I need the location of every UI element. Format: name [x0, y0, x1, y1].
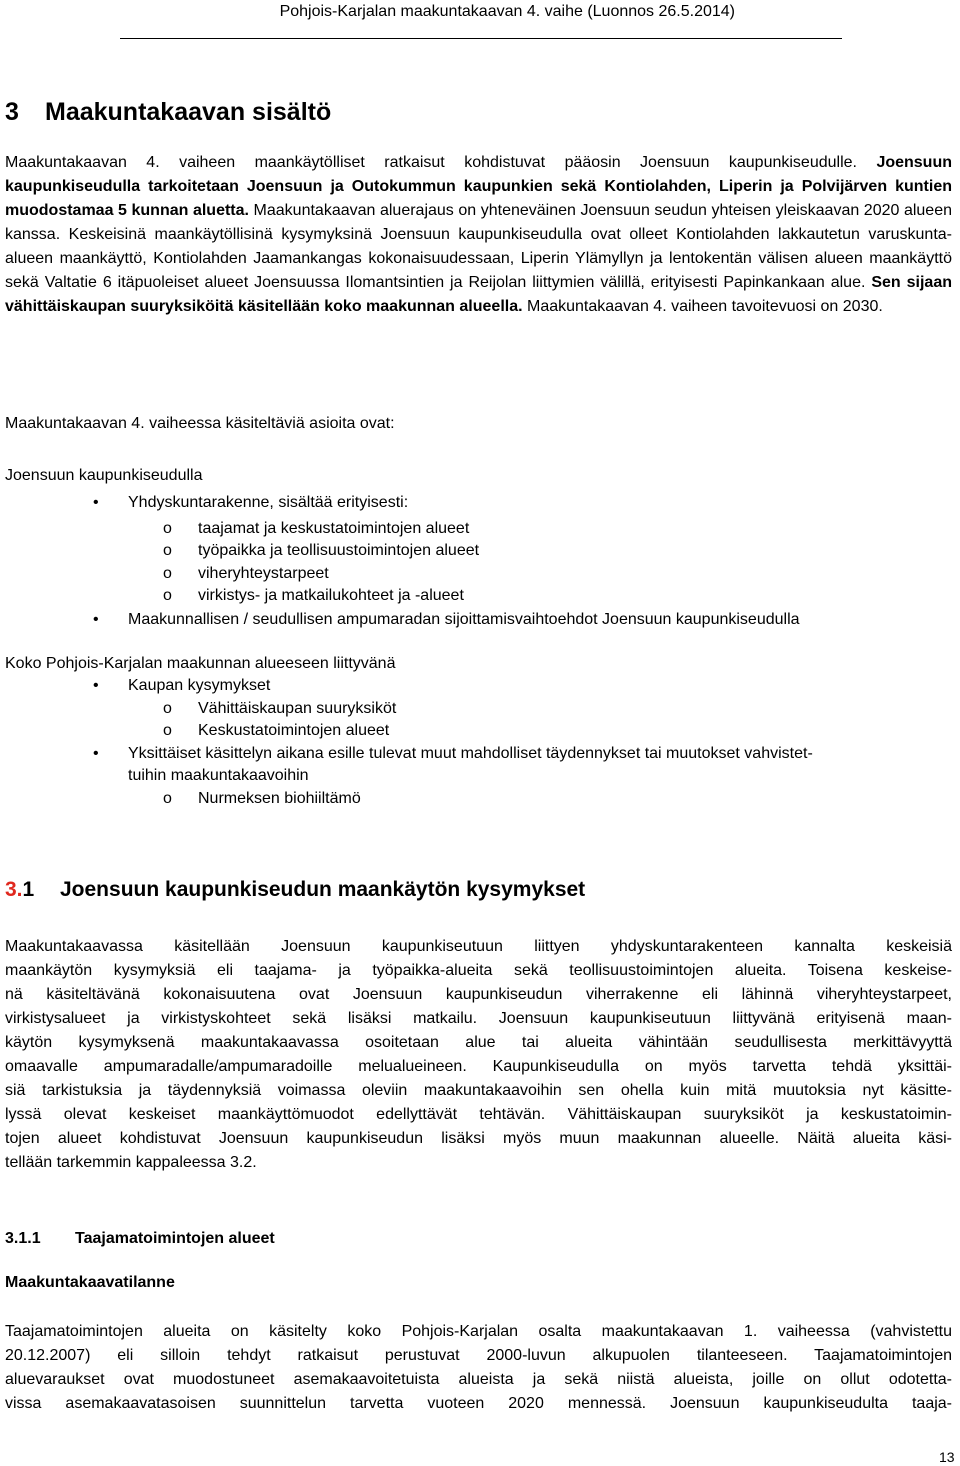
text-line: aluevaraukset ovat muodostuneet asemakaavoitetuista alueista ja sekä niistä alueista, joille on ollut odotetta-	[5, 1371, 952, 1388]
text-line: tojen alueet kohdistuvat Joensuun kaupunkiseudun lisäksi myös muun maakunnan alueelle. Näitä alueita käsi-	[5, 1130, 952, 1147]
chapter-heading	[5, 96, 331, 128]
topics-intro: Maakuntakaavan 4. vaiheessa käsiteltäviä asioita ovat:	[5, 415, 395, 432]
group2-list	[0, 675, 955, 810]
intro-sentence-3: Maakuntakaavan aluerajaus on yhteneväinen Joensuun seudun yhteisen yleiskaavan 2020 alueen kanssa. Keskeisinä maankäytöllisinä kysymyksinä Joensuun kaupunkiseudulla ovat olleet Kontiolahden lakkautetun varuskunta-alueen maankäyttö, Kontiolahden Jaamankangas kokonaisuudessaan, Liperin Ylämyllyn ja lentokentän välisen alueen maankäyttö sekä Valtatie 6 itäpuoleiset alueet Joensuussa Ilomantsintien ja Reijolan liittymien välillä, erityisesti Papinkankaan alue.	[5, 202, 953, 291]
section-number-rest: 1	[22, 878, 35, 901]
subsection-number: 3.1.1	[5, 1230, 41, 1247]
header-rule	[120, 38, 842, 39]
intro-sentence-5: Maakuntakaavan 4. vaiheen tavoitevuosi on 2030.	[527, 298, 883, 315]
text-line: omaavalle ampumaradalle/ampumaradoille melualueineen. Kaupunkiseudulla on myös tarvetta tehdä yksittäi-	[5, 1058, 952, 1075]
sub-list-item: o viheryhteystarpeet	[0, 563, 955, 586]
section-heading-3-1-1	[5, 1228, 275, 1250]
chapter-number: 3	[5, 98, 19, 126]
section-heading-3-1	[5, 875, 585, 905]
intro-sentence-2: Joensuun kaupunkiseudulla tarkoitetaan Joensuun ja Outokummun kaupunkien sekä Kontiolahden, Liperin ja Polvijärven kuntien muodostamaa 5 kunnan aluetta.	[5, 154, 952, 219]
sub-list-item: o Keskustatoimintojen alueet	[0, 720, 955, 743]
intro-paragraph	[5, 151, 952, 319]
group1-title: Joensuun kaupunkiseudulla	[5, 467, 203, 484]
list-item-line: • Yksittäiset käsittelyn aikana esille tulevat muut mahdolliset täydennykset tai muutokset vahvistet-	[128, 744, 813, 762]
intro-sentence-4: Sen sijaan vähittäiskaupan suuryksiköitä käsitellään koko maakunnan alueella.	[5, 274, 952, 315]
sub-list-item: o työpaikka ja teollisuustoimintojen alueet	[0, 540, 955, 563]
text-line: virkistysalueet ja virkistyskohteet sekä lisäksi matkailu. Joensuun kaupunkiseutuun liittyvänä erityisenä maan-	[5, 1010, 952, 1027]
subsection-title: Taajamatoimintojen alueet	[75, 1230, 275, 1247]
list-item: • Maakunnallisen / seudullisen ampumaradan sijoittamisvaihtoehdot Joensuun kaupunkiseudulla	[0, 609, 955, 632]
text-line: tellään tarkemmin kappaleessa 3.2.	[5, 1154, 257, 1171]
section-number	[5, 875, 60, 905]
running-header: Pohjois-Karjalan maakuntakaavan 4. vaihe (Luonnos 26.5.2014)	[279, 3, 735, 20]
group1-list	[0, 492, 955, 631]
list-item: • Kaupan kysymykset	[0, 675, 955, 698]
page-number: 13	[939, 1449, 955, 1465]
section-3-1-1-paragraph	[5, 1320, 952, 1416]
list-item: • Yhdyskuntarakenne, sisältää erityisesti:	[0, 492, 955, 515]
text-line: nä käsiteltävänä kokonaisuutena ovat Joensuun kaupunkiseudun viherrakenne eli lähinnä viheryhteystarpeet,	[5, 986, 952, 1003]
list-item	[0, 743, 955, 788]
text-line: lyssä olevat keskeiset maankäyttömuodot edellyttävät tehtävän. Vähittäiskaupan suuryksiköt ja keskustatoimin-	[5, 1106, 952, 1123]
section-title: Joensuun kaupunkiseudun maankäytön kysymykset	[60, 878, 586, 901]
text-line: siä tarkistuksia ja täydennyksiä voimassa oleviin maakuntakaavoihin sen ohella kuin mitä muutoksia nyt käsitte-	[5, 1082, 952, 1099]
intro-sentence-1: Maakuntakaavan 4. vaiheen maankäytölliset ratkaisut kohdistuvat pääosin Joensuun kaupunkiseudulle.	[5, 154, 857, 171]
text-line: 20.12.2007) eli silloin tehdyt ratkaisut perustuvat 2000-luvun alkupuolen tilanteeseen. Taajamatoimintojen	[5, 1347, 952, 1364]
text-line: käytön kysymyksenä maakuntakaavassa osoitetaan alue tai alueita vähintään seudullisesta merkittävyyttä	[5, 1034, 952, 1051]
text-line: Taajamatoimintojen alueita on käsitelty koko Pohjois-Karjalan osalta maakuntakaavan 1. vaiheessa (vahvistettu	[5, 1323, 952, 1340]
group2-title: Koko Pohjois-Karjalan maakunnan alueeseen liittyvänä	[5, 655, 396, 672]
sub-list-item: o virkistys- ja matkailukohteet ja -alueet	[0, 585, 955, 608]
section-number-accent: 3.	[5, 878, 23, 901]
text-line: maankäytön kysymyksiä eli taajama- ja työpaikka-alueita sekä teollisuustoimintojen alueita. Toisena keskeise-	[5, 962, 952, 979]
section-3-1-paragraph	[5, 935, 952, 1175]
chapter-title: Maakuntakaavan sisältö	[45, 98, 332, 126]
text-line: vissa asemakaavatasoisen suunnittelun tarvetta vuoteen 2020 mennessä. Joensuun kaupunkiseudulta taaja-	[5, 1395, 952, 1412]
text-line: Maakuntakaavassa käsitellään Joensuun kaupunkiseutuun liittyen yhdyskuntarakenteen kannalta keskeisiä	[5, 938, 952, 955]
sub-list-item: o Nurmeksen biohiiltämö	[0, 788, 955, 811]
sub-list-item: o Vähittäiskaupan suuryksiköt	[0, 698, 955, 721]
subheading: Maakuntakaavatilanne	[5, 1274, 175, 1291]
list-item-line: tuihin maakuntakaavoihin	[128, 767, 309, 784]
sub-list-item: o taajamat ja keskustatoimintojen alueet	[0, 518, 955, 541]
